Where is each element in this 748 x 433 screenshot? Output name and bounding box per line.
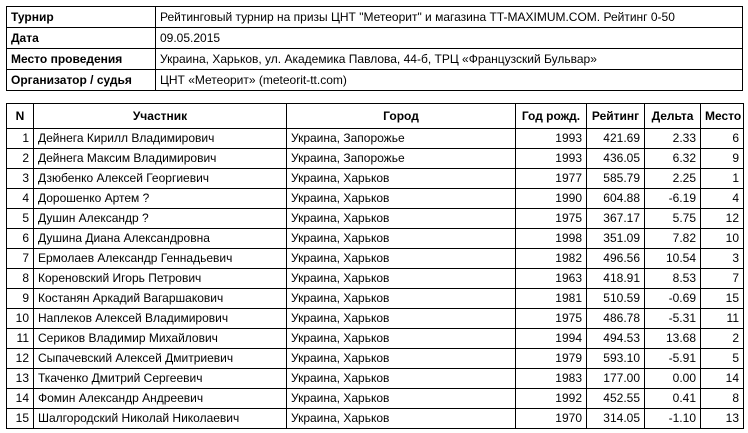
cell-rating: 452.55 bbox=[587, 389, 645, 409]
cell-city: Украина, Харьков bbox=[287, 369, 516, 389]
cell-delta: 2.25 bbox=[645, 169, 701, 189]
cell-rating: 496.56 bbox=[587, 249, 645, 269]
cell-participant: Сериков Владимир Михайлович bbox=[34, 329, 287, 349]
header-rating: Рейтинг bbox=[587, 104, 645, 129]
cell-participant: Костанян Аркадий Вагаршакович bbox=[34, 289, 287, 309]
cell-birth-year: 1977 bbox=[516, 169, 587, 189]
cell-place: 11 bbox=[701, 309, 744, 329]
cell-city: Украина, Харьков bbox=[287, 389, 516, 409]
table-row bbox=[7, 169, 744, 189]
cell-delta: -0.69 bbox=[645, 289, 701, 309]
table-row bbox=[7, 329, 744, 349]
cell-place: 6 bbox=[701, 129, 744, 149]
table-row bbox=[7, 309, 744, 329]
cell-city: Украина, Харьков bbox=[287, 409, 516, 429]
cell-participant: Кореновский Игорь Петрович bbox=[34, 269, 287, 289]
cell-birth-year: 1979 bbox=[516, 349, 587, 369]
cell-birth-year: 1963 bbox=[516, 269, 587, 289]
cell-number: 2 bbox=[7, 149, 34, 169]
table-row bbox=[7, 269, 744, 289]
cell-rating: 510.59 bbox=[587, 289, 645, 309]
cell-birth-year: 1975 bbox=[516, 209, 587, 229]
info-label: Место проведения bbox=[7, 49, 156, 70]
cell-delta: 0.41 bbox=[645, 389, 701, 409]
cell-rating: 418.91 bbox=[587, 269, 645, 289]
cell-number: 8 bbox=[7, 269, 34, 289]
cell-delta: 8.53 bbox=[645, 269, 701, 289]
cell-place: 12 bbox=[701, 209, 744, 229]
cell-participant: Шалгородский Николай Николаевич bbox=[34, 409, 287, 429]
cell-delta: -5.91 bbox=[645, 349, 701, 369]
cell-place: 13 bbox=[701, 409, 744, 429]
cell-birth-year: 1981 bbox=[516, 289, 587, 309]
header-place: Место bbox=[701, 104, 744, 129]
cell-delta: 5.75 bbox=[645, 209, 701, 229]
cell-place: 5 bbox=[701, 349, 744, 369]
header-number: N bbox=[7, 104, 34, 129]
info-row bbox=[7, 28, 743, 49]
info-row bbox=[7, 7, 743, 28]
cell-participant: Дейнега Максим Владимирович bbox=[34, 149, 287, 169]
cell-rating: 604.88 bbox=[587, 189, 645, 209]
info-row bbox=[7, 49, 743, 70]
cell-participant: Дорошенко Артем ? bbox=[34, 189, 287, 209]
cell-delta: 13.68 bbox=[645, 329, 701, 349]
cell-birth-year: 1994 bbox=[516, 329, 587, 349]
cell-city: Украина, Харьков bbox=[287, 349, 516, 369]
info-value: Украина, Харьков, ул. Академика Павлова, 44-б, ТРЦ «Французский Бульвар» bbox=[156, 49, 743, 70]
table-row bbox=[7, 409, 744, 429]
cell-number: 7 bbox=[7, 249, 34, 269]
cell-participant: Душин Александр ? bbox=[34, 209, 287, 229]
cell-city: Украина, Харьков bbox=[287, 329, 516, 349]
cell-participant: Фомин Александр Андреевич bbox=[34, 389, 287, 409]
info-label: Дата bbox=[7, 28, 156, 49]
info-value: ЦНТ «Метеорит» (meteorit-tt.com) bbox=[156, 70, 743, 91]
cell-number: 6 bbox=[7, 229, 34, 249]
cell-rating: 367.17 bbox=[587, 209, 645, 229]
header-participant: Участник bbox=[34, 104, 287, 129]
table-row bbox=[7, 149, 744, 169]
cell-birth-year: 1983 bbox=[516, 369, 587, 389]
table-row bbox=[7, 129, 744, 149]
cell-birth-year: 1993 bbox=[516, 129, 587, 149]
cell-birth-year: 1990 bbox=[516, 189, 587, 209]
cell-place: 15 bbox=[701, 289, 744, 309]
cell-delta: -6.19 bbox=[645, 189, 701, 209]
cell-birth-year: 1970 bbox=[516, 409, 587, 429]
cell-participant: Ермолаев Александр Геннадьевич bbox=[34, 249, 287, 269]
cell-city: Украина, Харьков bbox=[287, 269, 516, 289]
cell-city: Украина, Харьков bbox=[287, 209, 516, 229]
cell-number: 1 bbox=[7, 129, 34, 149]
cell-delta: -1.10 bbox=[645, 409, 701, 429]
cell-participant: Душина Диана Александровна bbox=[34, 229, 287, 249]
cell-birth-year: 1992 bbox=[516, 389, 587, 409]
header-birth-year: Год рожд. bbox=[516, 104, 587, 129]
table-row bbox=[7, 289, 744, 309]
cell-birth-year: 1998 bbox=[516, 229, 587, 249]
tournament-info-body bbox=[7, 7, 743, 91]
cell-city: Украина, Запорожье bbox=[287, 129, 516, 149]
info-value: 09.05.2015 bbox=[156, 28, 743, 49]
cell-rating: 585.79 bbox=[587, 169, 645, 189]
table-row bbox=[7, 249, 744, 269]
cell-city: Украина, Харьков bbox=[287, 229, 516, 249]
info-label: Турнир bbox=[7, 7, 156, 28]
cell-delta: 10.54 bbox=[645, 249, 701, 269]
cell-place: 4 bbox=[701, 189, 744, 209]
info-value: Рейтинговый турнир на призы ЦНТ "Метеорит" и магазина TT-MAXIMUM.COM. Рейтинг 0-50 bbox=[156, 7, 743, 28]
header-delta: Дельта bbox=[645, 104, 701, 129]
cell-rating: 177.00 bbox=[587, 369, 645, 389]
cell-city: Украина, Харьков bbox=[287, 289, 516, 309]
cell-birth-year: 1975 bbox=[516, 309, 587, 329]
cell-participant: Сыпачевский Алексей Дмитриевич bbox=[34, 349, 287, 369]
info-row bbox=[7, 70, 743, 91]
cell-place: 2 bbox=[701, 329, 744, 349]
header-city: Город bbox=[287, 104, 516, 129]
cell-participant: Дейнега Кирилл Владимирович bbox=[34, 129, 287, 149]
cell-number: 10 bbox=[7, 309, 34, 329]
cell-rating: 314.05 bbox=[587, 409, 645, 429]
cell-number: 12 bbox=[7, 349, 34, 369]
cell-city: Украина, Харьков bbox=[287, 249, 516, 269]
table-row bbox=[7, 189, 744, 209]
results-body bbox=[7, 129, 744, 429]
cell-number: 3 bbox=[7, 169, 34, 189]
results-header-row bbox=[7, 104, 744, 129]
cell-number: 15 bbox=[7, 409, 34, 429]
cell-place: 9 bbox=[701, 149, 744, 169]
cell-birth-year: 1993 bbox=[516, 149, 587, 169]
cell-delta: 7.82 bbox=[645, 229, 701, 249]
cell-rating: 593.10 bbox=[587, 349, 645, 369]
cell-delta: 0.00 bbox=[645, 369, 701, 389]
table-row bbox=[7, 349, 744, 369]
cell-rating: 494.53 bbox=[587, 329, 645, 349]
cell-city: Украина, Харьков bbox=[287, 189, 516, 209]
tournament-info-table bbox=[6, 6, 743, 91]
cell-number: 4 bbox=[7, 189, 34, 209]
info-label: Организатор / судья bbox=[7, 70, 156, 91]
cell-number: 9 bbox=[7, 289, 34, 309]
cell-delta: 6.32 bbox=[645, 149, 701, 169]
cell-place: 3 bbox=[701, 249, 744, 269]
cell-number: 14 bbox=[7, 389, 34, 409]
cell-rating: 351.09 bbox=[587, 229, 645, 249]
cell-city: Украина, Харьков bbox=[287, 309, 516, 329]
cell-number: 5 bbox=[7, 209, 34, 229]
cell-participant: Дзюбенко Алексей Георгиевич bbox=[34, 169, 287, 189]
cell-place: 7 bbox=[701, 269, 744, 289]
cell-participant: Ткаченко Дмитрий Сергеевич bbox=[34, 369, 287, 389]
table-row bbox=[7, 369, 744, 389]
cell-city: Украина, Харьков bbox=[287, 169, 516, 189]
cell-rating: 421.69 bbox=[587, 129, 645, 149]
cell-place: 8 bbox=[701, 389, 744, 409]
cell-delta: -5.31 bbox=[645, 309, 701, 329]
table-row bbox=[7, 229, 744, 249]
cell-birth-year: 1982 bbox=[516, 249, 587, 269]
results-table bbox=[6, 103, 744, 429]
cell-place: 10 bbox=[701, 229, 744, 249]
cell-number: 11 bbox=[7, 329, 34, 349]
cell-rating: 436.05 bbox=[587, 149, 645, 169]
cell-place: 14 bbox=[701, 369, 744, 389]
cell-participant: Наплеков Алексей Владимирович bbox=[34, 309, 287, 329]
table-row bbox=[7, 209, 744, 229]
cell-city: Украина, Запорожье bbox=[287, 149, 516, 169]
table-row bbox=[7, 389, 744, 409]
cell-number: 13 bbox=[7, 369, 34, 389]
cell-delta: 2.33 bbox=[645, 129, 701, 149]
cell-place: 1 bbox=[701, 169, 744, 189]
cell-rating: 486.78 bbox=[587, 309, 645, 329]
